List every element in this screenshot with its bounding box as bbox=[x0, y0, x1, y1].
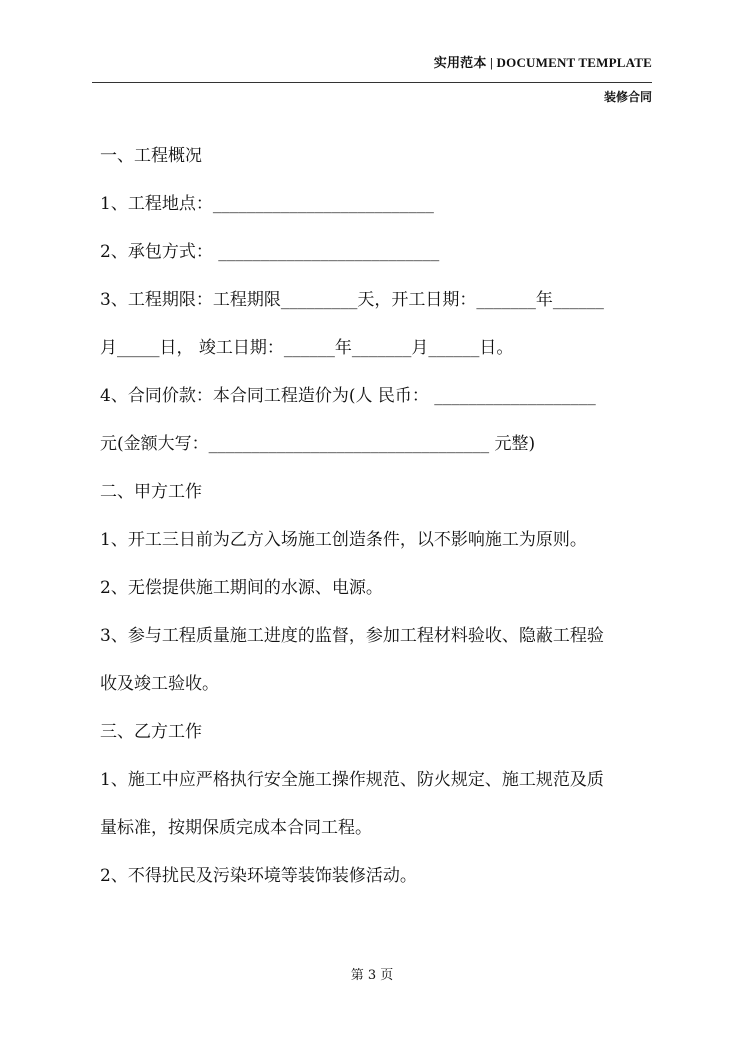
paragraph-line: 3、参与工程质量施工进度的监督，参加工程材料验收、隐蔽工程验 bbox=[100, 626, 604, 646]
paragraph-line: 2、无偿提供施工期间的水源、电源。 bbox=[100, 578, 383, 598]
section-heading-party-a: 二、甲方工作 bbox=[100, 482, 202, 502]
paragraph-line: 3、工程期限：工程期限_________天，开工日期：_______年______ bbox=[100, 290, 604, 310]
section-heading-overview: 一、工程概况 bbox=[100, 146, 202, 166]
paragraph-line: 1、开工三日前为乙方入场施工创造条件，以不影响施工为原则。 bbox=[100, 530, 587, 550]
paragraph-line: 收及竣工验收。 bbox=[100, 674, 219, 694]
paragraph-line: 2、承包方式： __________________________ bbox=[100, 242, 440, 262]
header-title: 实用范本 | DOCUMENT TEMPLATE bbox=[433, 55, 652, 70]
header-divider bbox=[92, 82, 652, 83]
document-body bbox=[100, 140, 656, 908]
paragraph-line: 量标准，按期保质完成本合同工程。 bbox=[100, 818, 372, 838]
header-subtitle: 装修合同 bbox=[603, 90, 652, 104]
paragraph-line: 4、合同价款：本合同工程造价为(人 民币： ___________________ bbox=[100, 386, 596, 406]
paragraph-line: 1、工程地点：__________________________ bbox=[100, 194, 434, 214]
paragraph-line: 2、不得扰民及污染环境等装饰装修活动。 bbox=[100, 866, 417, 886]
paragraph-line: 1、施工中应严格执行安全施工操作规范、防火规定、施工规范及质 bbox=[100, 770, 604, 790]
page-number: 第 3 页 bbox=[350, 968, 394, 983]
section-heading-party-b: 三、乙方工作 bbox=[100, 722, 202, 742]
paragraph-line: 元(金额大写：_________________________________ 元整) bbox=[100, 434, 536, 454]
paragraph-line: 月_____日， 竣工日期：______年_______月______日。 bbox=[100, 338, 514, 358]
